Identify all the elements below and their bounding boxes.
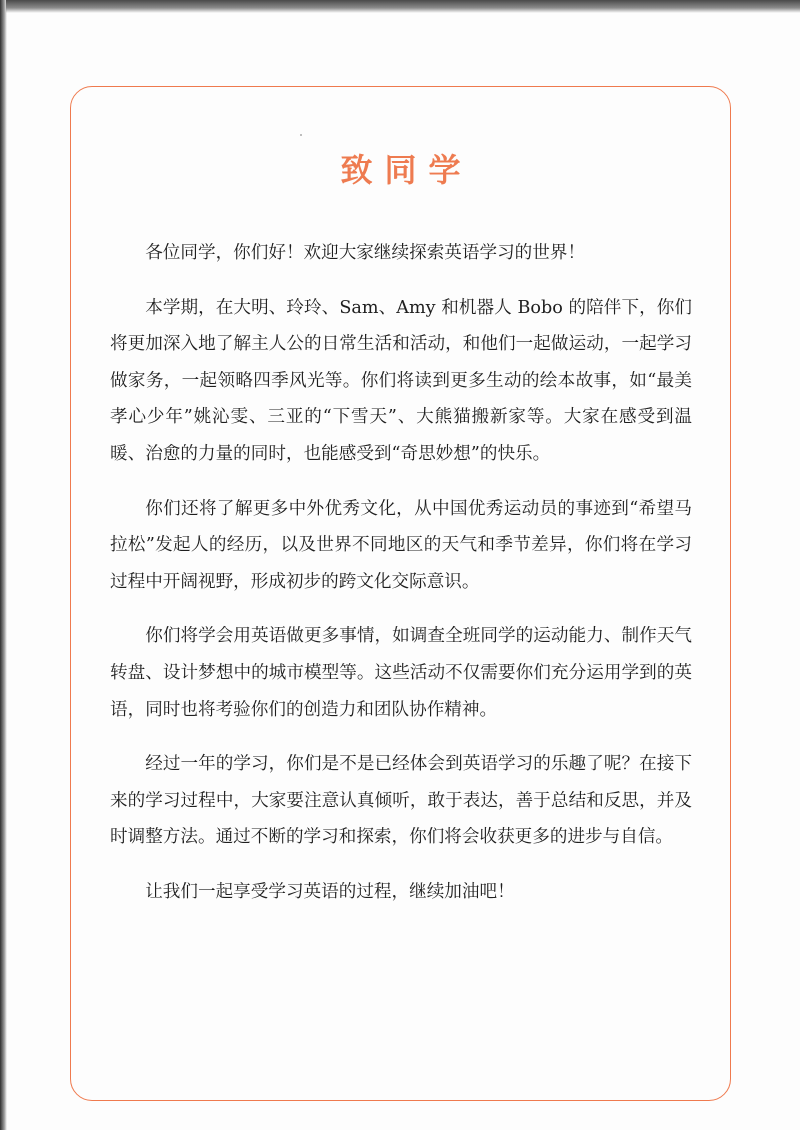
paragraph-culture: 你们还将了解更多中外优秀文化，从中国优秀运动员的事迹到“希望马拉松”发起人的经历，以及世界不同地区的天气和季节差异，你们将在学习过程中开阔视野，形成初步的跨文化交际意识。 — [110, 498, 692, 592]
paragraph-reflection: 经过一年的学习，你们是不是已经体会到英语学习的乐趣了呢？在接下来的学习过程中，大家要注意认真倾听，敢于表达，善于总结和反思，并及时调整方法。通过不断的学习和探索，你们将会收获更多的进步与自信。 — [110, 754, 692, 848]
letter-body — [110, 235, 692, 929]
scan-speck — [300, 134, 302, 136]
paragraph-semester: 本学期，在大明、玲玲、Sam、Amy 和机器人 Bobo 的陪伴下，你们将更加深入地了解主人公的日常生活和活动，和他们一起做运动，一起学习做家务，一起领略四季风光等。你们将读到更多生动的绘本故事，如“最美孝心少年”姚沁雯、三亚的“下雪天”、大熊猫搬新家等。大家在感受到温暖、治愈的力量的同时，也能感受到“奇思妙想”的快乐。 — [110, 297, 692, 464]
page-scan-edge-top — [6, 0, 800, 13]
page-scan-edge-left — [0, 0, 7, 1130]
paragraph-greeting: 各位同学，你们好！欢迎大家继续探索英语学习的世界！ — [145, 243, 586, 263]
page-title: 致同学 — [340, 151, 473, 189]
paragraph-closing: 让我们一起享受学习英语的过程，继续加油吧！ — [145, 881, 515, 902]
paragraph-activities: 你们将学会用英语做更多事情，如调查全班同学的运动能力、制作天气转盘、设计梦想中的城市模型等。这些活动不仅需要你们充分运用学到的英语，同时也将考验你们的创造力和团队协作精神。 — [110, 626, 692, 720]
